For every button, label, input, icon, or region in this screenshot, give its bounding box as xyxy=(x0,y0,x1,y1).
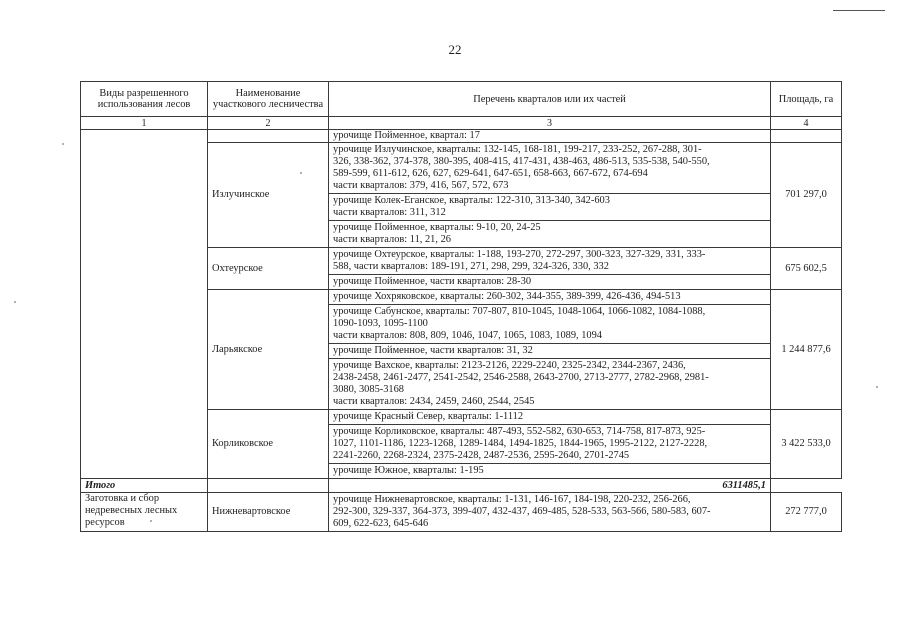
header-forestry: Наименование участкового лесничества xyxy=(208,82,329,117)
header-use-type: Виды разрешенного использования лесов xyxy=(81,82,208,117)
quarters-cell: урочище Красный Север, кварталы: 1-1112 xyxy=(329,410,771,425)
area-value: 272 777,0 xyxy=(771,493,842,532)
scan-speck xyxy=(150,520,152,522)
quarters-cell: урочище Пойменное, кварталы: 9-10, 20, 24-25 части кварталов: 11, 21, 26 xyxy=(329,221,771,248)
column-number: 3 xyxy=(329,117,771,130)
table-row xyxy=(81,493,842,532)
top-right-rule xyxy=(833,10,885,11)
scan-speck xyxy=(14,301,16,303)
quarters-cell: урочище Охтеурское, кварталы: 1-188, 193-270, 272-297, 300-323, 327-329, 331, 333- 588, части кварталов: 189-191, 271, 298, 299, 324-326, 330, 332 xyxy=(329,248,771,275)
forestry-name: Излучинское xyxy=(208,143,329,248)
scan-speck xyxy=(876,386,878,388)
scan-speck xyxy=(62,143,64,145)
quarters-cell: урочище Нижневартовское, кварталы: 1-131, 146-167, 184-198, 220-232, 256-266, 292-300, 329-337, 364-373, 399-407, 432-437, 469-485, 528-533, 563-566, 580-583, 607- 609, 622-623, 645-646 xyxy=(329,493,771,532)
forestry-name: Ларьякское xyxy=(208,290,329,410)
table-row xyxy=(81,130,842,143)
quarters-cell: урочище Корликовское, кварталы: 487-493, 552-582, 630-653, 714-758, 817-873, 925- 1027, 1101-1186, 1223-1268, 1289-1484, 1494-1825, 1844-1965, 1995-2122, 2127-2228, 2241-2260, 2268-2324, 2375-2428, 2487-2536, 2595-2640, 2701-2745 xyxy=(329,425,771,464)
total-label: Итого xyxy=(81,479,208,493)
quarters-cell: урочище Колек-Еганское, кварталы: 122-310, 313-340, 342-603 части кварталов: 311, 312 xyxy=(329,194,771,221)
use-type-cell: Заготовка и сбор недревесных лесных ресурсов xyxy=(81,493,208,532)
header-quarters: Перечень кварталов или их частей xyxy=(329,82,771,117)
total-row xyxy=(81,479,842,493)
scan-speck xyxy=(300,172,302,174)
quarters-cell: урочище Пойменное, части кварталов: 31, 32 xyxy=(329,344,771,359)
header-area: Площадь, га xyxy=(771,82,842,117)
quarters-cell xyxy=(208,479,329,493)
quarters-cell: урочище Хохряковское, кварталы: 260-302, 344-355, 389-399, 426-436, 494-513 xyxy=(329,290,771,305)
quarters-cell: урочище Пойменное, квартал: 17 xyxy=(329,130,771,143)
page-number: 22 xyxy=(448,42,462,57)
total-value: 6311485,1 xyxy=(329,479,771,493)
forestry-name: Охтеурское xyxy=(208,248,329,290)
area-value: 1 244 877,6 xyxy=(771,290,842,410)
column-number: 1 xyxy=(81,117,208,130)
area-value: 3 422 533,0 xyxy=(771,410,842,479)
quarters-table xyxy=(80,81,842,532)
forestry-name: Нижневартовское xyxy=(208,493,329,532)
quarters-cell: урочище Излучинское, кварталы: 132-145, 168-181, 199-217, 233-252, 267-288, 301- 326, 338-362, 374-378, 380-395, 408-415, 417-431, 438-463, 486-513, 535-538, 540-550, 589-599, 611-612, 626, 627, 629-641, 647-651, 658-663, 667-672, 674-694 части кварталов: 379, 416, 567, 572, 673 xyxy=(329,143,771,194)
quarters-cell: урочище Сабунское, кварталы: 707-807, 810-1045, 1048-1064, 1066-1082, 1084-1088, 1090-1093, 1095-1100 части кварталов: 808, 809, 1046, 1047, 1065, 1083, 1089, 1094 xyxy=(329,305,771,344)
area-value: 675 602,5 xyxy=(771,248,842,290)
use-type-cell xyxy=(81,130,208,479)
area-value: 701 297,0 xyxy=(771,143,842,248)
column-number: 4 xyxy=(771,117,842,130)
area-cell xyxy=(771,130,842,143)
header-row xyxy=(81,82,842,117)
quarters-cell: урочище Вахское, кварталы: 2123-2126, 2229-2240, 2325-2342, 2344-2367, 2436, 2438-2458, 2461-2477, 2541-2542, 2546-2588, 2643-2700, 2713-2777, 2782-2968, 2981- 3080, 3085-3168 части кварталов: 2434, 2459, 2460, 2544, 2545 xyxy=(329,359,771,410)
column-number: 2 xyxy=(208,117,329,130)
column-number-row xyxy=(81,117,842,130)
quarters-cell: урочище Пойменное, части кварталов: 28-30 xyxy=(329,275,771,290)
forestry-cell xyxy=(208,130,329,143)
forestry-name: Корликовское xyxy=(208,410,329,479)
quarters-cell: урочище Южное, кварталы: 1-195 xyxy=(329,464,771,479)
